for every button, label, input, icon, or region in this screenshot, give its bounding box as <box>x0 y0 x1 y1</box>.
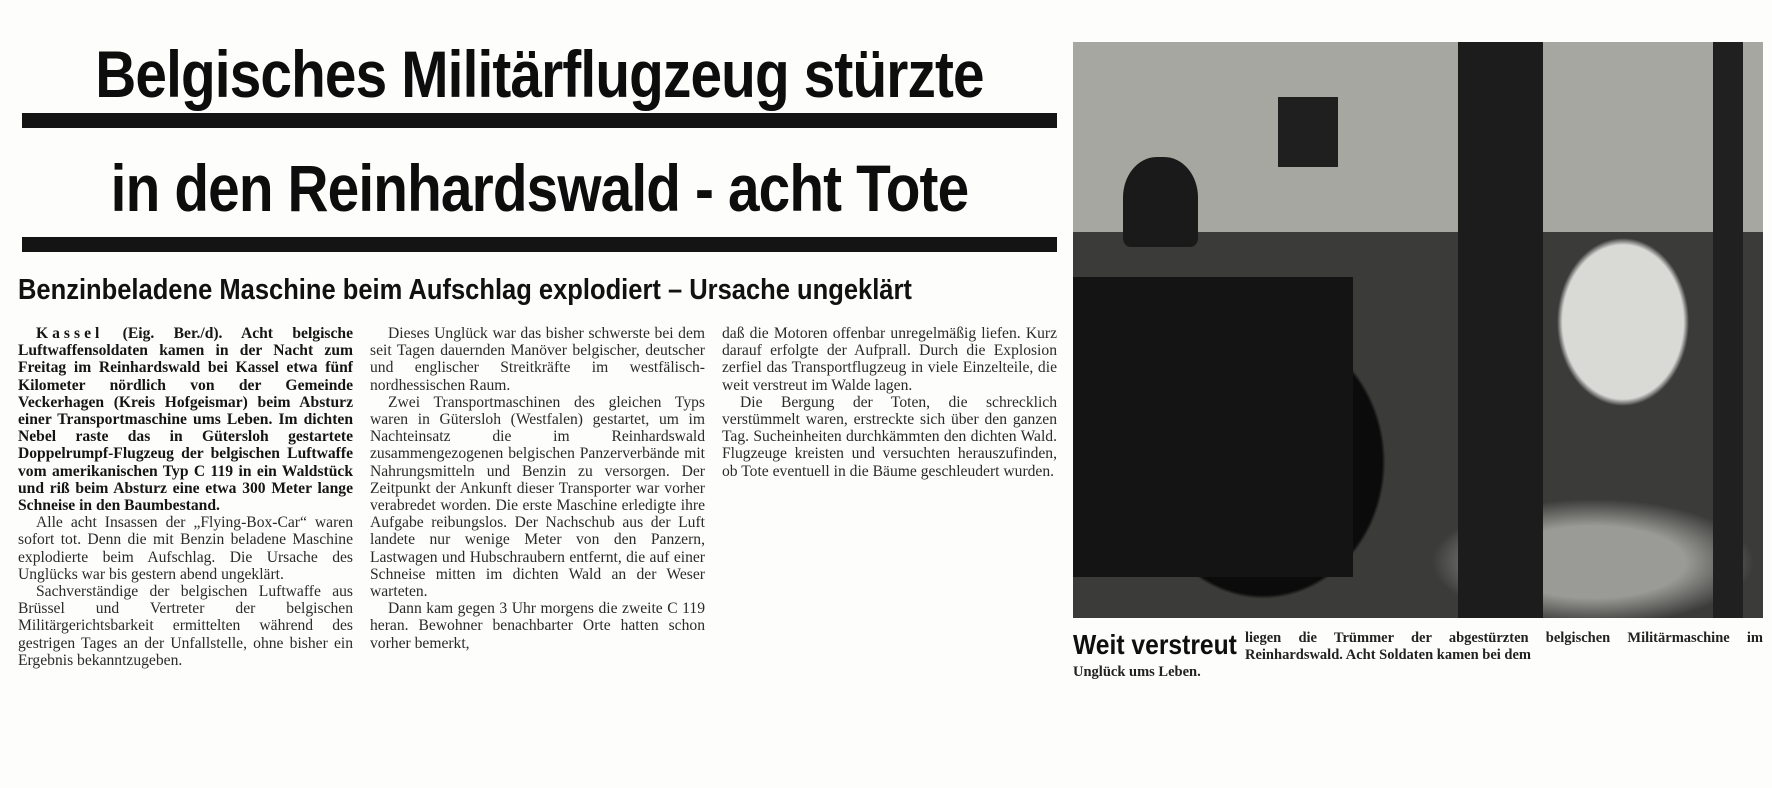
headline-rule-2 <box>22 237 1057 252</box>
article-column-3 <box>722 325 1057 480</box>
article-column-2 <box>370 325 705 652</box>
column-2-paragraph-3: Dann kam gegen 3 Uhr morgens die zweite C 119 heran. Bewohner benachbarter Orte hatten schon vorher bemerkt, <box>370 600 705 652</box>
paragraph-text: (Eig. Ber./d). Acht belgische Luftwaffensoldaten kamen in der Nacht zum Freitag im Reinhardswald bei Kassel etwa fünf Kilometer nördlich von der Gemeinde Veckerhagen (Kreis Hofgeismar) beim Absturz einer Transportmaschine ums Leben. Im dichten Nebel raste das in Gütersloh gestartete Doppelrumpf-Flugzeug der belgischen Luftwaffe vom amerikanischen Typ C 119 in ein Waldstück und riß beim Absturz eine etwa 300 Meter lange Schneise in den Baumbestand. <box>18 325 353 515</box>
article-column-1 <box>18 325 353 669</box>
caption-text: liegen die Trümmer der abgestürzten belgischen Militärmaschine im Reinhardswald. Acht Soldaten kamen bei dem <box>1245 630 1763 663</box>
headline-line-2: in den Reinhardswald - acht Tote <box>110 151 969 225</box>
headline-rule-1 <box>22 113 1057 128</box>
column-3-paragraph-1: daß die Motoren offenbar unregelmäßig liefen. Kurz darauf erfolgte der Aufprall. Durch die Explosion zerfiel das Transportflugzeug in viele Einzelteile, die weit verstreut im Walde lagen. <box>722 325 1057 394</box>
news-photo <box>1073 42 1763 618</box>
dateline: Kassel <box>36 325 104 342</box>
jeep-shape <box>1073 277 1353 577</box>
jeep-lamp-shape <box>1278 97 1338 167</box>
column-3-paragraph-2: Die Bergung der Toten, die schrecklich verstümmelt waren, erstreckte sich über den ganzen Tag. Sucheinheiten durchkämmten den dichten Wald. Flugzeuge kreisten und versuchten herauszufinden, ob Tote eventuell in die Bäume geschleudert wurden. <box>722 393 1057 480</box>
headline-line-1: Belgisches Militärflugzeug stürzte <box>95 37 984 111</box>
caption-tail: Unglück ums Leben. <box>1073 664 1201 680</box>
subheadline: Benzinbeladene Maschine beim Aufschlag explodiert – Ursache ungeklärt <box>18 274 912 306</box>
tree-trunk-shape <box>1713 42 1743 618</box>
caption-title: Weit verstreut <box>1073 629 1237 660</box>
column-1-paragraph-1 <box>18 325 353 514</box>
column-2-paragraph-1: Dieses Unglück war das bisher schwerste bei dem seit Tagen dauernden Manöver belgischer, deutscher und englischer Streitkräfte im westfälisch-nordhessischen Raum. <box>370 325 705 394</box>
column-2-paragraph-2: Zwei Transportmaschinen des gleichen Typs waren in Gütersloh (Westfalen) gestartet, um im Nachteinsatz die im Reinhardswald zusammengezogenen belgischen Panzerverbände mit Nahrungsmitteln und Benzin zu versorgen. Der Zeitpunkt der Ankunft dieser Transporter war vorher verabredet worden. Die erste Maschine erledigte ihre Aufgabe reibungslos. Der Nachschub aus der Luft landete nur wenige Meter von den Panzern, Lastwagen und Hubschraubern entfernt, die auf einer Schneise mitten im dichten Wald an der Weser warteten. <box>370 393 705 601</box>
column-1-paragraph-2: Alle acht Insassen der „Flying-Box-Car“ waren sofort tot. Denn die mit Benzin beladene Maschine explodierte beim Aufschlag. Die Ursache des Unglücks war bis gestern abend ungeklärt. <box>18 514 353 583</box>
soldier-helmet-shape <box>1123 157 1198 247</box>
column-1-paragraph-3: Sachverständige der belgischen Luftwaffe aus Brüssel und Vertreter der belgischen Militärgerichtsbarkeit ermittelten während des gestrigen Tages an der Unfallstelle, ohne bisher ein Ergebnis bekanntzugeben. <box>18 583 353 669</box>
